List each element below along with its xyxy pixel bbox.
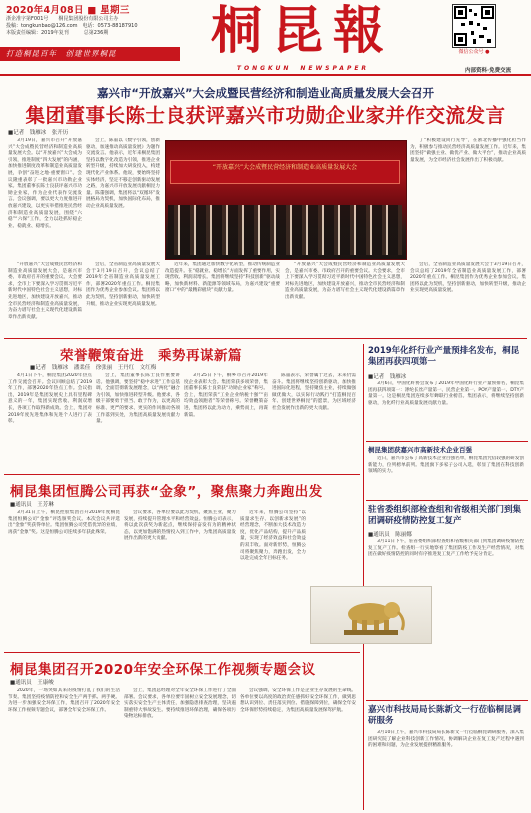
- story4-column: 会上，集团总经理对全年安全环保工作进行了全面部署。会议要求，各单位要牢固树立安全发展理念，切实落实安全生产主体责任，加强隐患排查治理，坚决遏制重特大事故发生。要持续推进环保治理，确保各项污染物达标排放。: [124, 688, 236, 720]
- lead-column: “开放嘉兴”大会成暨民营经济和制造业高质量发展大会，是嘉兴市委、市政府召开的重要会议。大会要求，全市上下要深入学习贯彻习近平新时代中国特色社会主义思想，对标先进地区，加快建设开放嘉兴，推动全市民营经济和制造业高质量发展，为奋力谱写社会主义现代化建设新篇章作出新贡献。: [8, 262, 82, 320]
- story3-column: 会议要求，各单位要以此为契机，聚焦主业，聚力发展，持续提升管理水平和经营效益。恒腾公司表示，将以此次获奖为新起点，继续保持奋发有为的精神状态，以更加饱满的热情投入到工作中，为集团高质量发展作出新的更大贡献。: [124, 510, 236, 542]
- lead-subtitle: 嘉兴市“开放嘉兴”大会成暨民营经济和制造业高质量发展大会召开: [96, 86, 435, 100]
- story2-byline: ■记者 钱雁冰 潘柔佳 徐张丽 王丹红 文红梅: [30, 365, 157, 371]
- lead-column: 近年来，集团通过加快数字化转型，推动传统制造业改造提升。在“稳就业、稳增长”方面发挥了重要作用，实现营收、利润双增长。集团将继续坚持“科技创新”驱动战略，加快新材料、新能源等领域布局，为嘉兴建设“重要窗口”中的“最精彩板块”贡献力量。: [165, 262, 280, 294]
- qr-caption: 微信公众号 ●: [458, 49, 490, 55]
- section-divider: [4, 652, 360, 653]
- brief3-headline: 驻省委组织部检查组和省级相关部门到集团调研疫情防控复工复产: [368, 505, 522, 526]
- qr-code-icon[interactable]: [452, 4, 496, 48]
- brief3-body: 3月11日下午，驻省委组织部检查组和省级相关部门到集团调研疫情防控复工复产工作。检查组一行实地察看了集团防疫工作及生产经营情况，对集团在做好疫情防控的同时有序推进复工复产工作给予充分肯定。: [368, 539, 524, 558]
- lead-column: 会后，全省制造业高质量发展大会于3月19日召开，会议总结了2019年全省制造业高质量发展工作，部署2020年重点工作。桐昆集团作为优秀企业参加会议。集团将以此为契机，坚持创新驱动，加快转型升级，推动企业实现更高质量发展。: [86, 262, 160, 307]
- page-caption: 内部资料·免费交流: [465, 68, 512, 74]
- issue-date: 2020年4月08日 ■ 星期三: [6, 5, 130, 16]
- lead-column: 会上，陈董以《数字引领，创新驱动，加速推动高质量发展》为题作交流发言。他表示，近年来桐昆集团坚持以数字化改造为引领，推进企业转型升级，持续加大研发投入，构建现代化产业体系。他说，要始终坚持实体经济，坚定不移走创新驱动发展之路，为嘉兴市开放发展贡献桐昆力量。陈董强调，集团将以“双循环”发展格局为契机，加快国际化布局，推动企业高质量发展。: [86, 138, 160, 209]
- story2-column: 会上，集团董事长陈士良作重要讲话。他强调，要坚持“稳中求进”工作总基调，全面贯彻新发展理念，以“两化”融合为引领，加快推进转型升级。他要求，各级干部要勇于担当、敢于作为，以更高的标准、更严的要求、更实的作风推动各项工作落到实处，为集团高质量发展贡献力量。: [96, 373, 180, 425]
- section-divider: [366, 500, 528, 501]
- brief1-body: 3月6日，中国化纤协会发布了2019年中国化纤行业产量预排名，桐昆集团再获四项第一：涤纶长丝产量第一、民营企业第一、POY产量第一、DTY产量第一。这是桐昆集团连续多年蝉联行业榜首。集团表示，将继续坚持创新驱动，为化纤行业高质量发展贡献力量。: [368, 381, 524, 406]
- lead-photo-banner: “开放嘉兴”大会成暨民营经济和制造业高质量发展大会: [170, 160, 400, 184]
- section-divider: [366, 441, 528, 442]
- story3-column: 3月31日上午，桐昆控股集团召开2019年度桐昆集团恒腾公司“金象”评选颁奖会议。本次会议共评选出“金象”奖获得单位。集团恒腾公司凭借优异的业绩，再获“金象”奖。这是恒腾公司连续多年获此殊荣。: [8, 510, 120, 535]
- brief3-byline: ■通讯员 陈丽娜: [368, 532, 412, 538]
- column-divider: [363, 344, 364, 810]
- section-divider: [4, 338, 527, 339]
- section-divider: [366, 700, 528, 701]
- story2-column: 4月1日下午，桐昆集团2020年热点工作交流会召开。会议回顾总结了2019年工作，部署2020年热点工作。会议指出，2019年是集团发展史上具有里程碑意义的一年，集团实现营收、利润双增长，各项工作取得新成效。会上，集团对2019年度先进集体和先进个人进行了表彰。: [8, 373, 92, 425]
- header-rule: [0, 74, 531, 76]
- story4-byline: ■通讯员 王康峻: [10, 680, 54, 686]
- publication-info-line: 浙企准字第F001号 桐昆集团股份有限公司主办: [6, 16, 119, 22]
- story3-title: 桐昆集团恒腾公司再获“金象”，聚焦聚力奔跑出发: [10, 484, 323, 500]
- masthead-english: TONGKUN NEWSPAPER: [236, 65, 370, 72]
- brief4-headline: 嘉兴市科技局局长陈新文一行莅临桐昆调研服务: [368, 705, 522, 726]
- lead-column: 会后，全省制造业高质量发展大会于3月19日召开，会议总结了2019年全省制造业高质量发展工作，部署2020年重点工作。桐昆集团作为优秀企业参加会议。集团将以此为契机，坚持创新驱动，加快转型升级，推动企业实现更高质量发展。: [410, 262, 526, 294]
- story2-column: 陈董表示，荣誉属于过去，未来仍需奋斗。集团将继续坚持创新驱动，加快推进国际化进程，坚持聚焦主业，持续做强做优做大，以实际行动践行“打造桐昆百年、创建世界桐昆”的愿景，为区域经济社会发展作出新的更大贡献。: [272, 373, 356, 411]
- lead-headline: 集团董事长陈士良获评嘉兴市功勋企业家并作交流发言: [25, 104, 506, 127]
- slogan: 打造桐昆百年 创建世界桐昆: [6, 49, 117, 58]
- section-divider: [4, 474, 360, 475]
- masthead: 桐昆報: [210, 1, 394, 61]
- story3-byline: ■通讯员 王芳琳: [10, 502, 54, 508]
- story2-column: 3月25日下午，桐乡市召开2019年度企业表彰大会。集团荣获多项荣誉，集团董事长陈士良荣获“功勋企业家”称号。会上，集团荣获“工业企业纳税十强”“亩均效益领跑者”等荣誉称号。荣誉鞭策奋进，集团将以此为动力，乘势而上，再谋新篇。: [184, 373, 268, 418]
- story2-title: 荣誉鞭策奋进 乘势再谋新篇: [60, 348, 242, 364]
- story4-title: 桐昆集团召开2020年安全环保工作视频专题会议: [10, 662, 316, 678]
- brief1-headline: 2019年化纤行业产量预排名发布，桐昆集团再获四项第一: [368, 346, 520, 367]
- story4-column: 会议强调，安全环保工作是企业生存发展的生命线。各单位要以高度的政治责任感抓好安全环保工作，做到思想认识到位、责任落实到位、措施保障到位，确保全年安全环保形势持续稳定，为集团高质量发展保驾护航。: [240, 688, 356, 713]
- lead-column: 3月19日，嘉兴市召开“开放嘉兴”大会成暨民营经济和制造业高质量发展大会。以“开放嘉兴”大会成为引领，推进制度“四大发展”的内涵，加快推进制度改革和制造业高质量发展，争创“奋进之地·重要窗口”。会议隆重表彰了一批嘉兴市功勋企业家。集团董事长陈士良获评嘉兴市功勋企业家，作为企业代表作交流发言。会议强调，要以更大力度推进开放嘉兴建设，以更实举措推进民营经济和制造业高质量发展，围绕“六稳”“六保”工作，全力以赴抓好稳企业、稳就业、稳增长。: [8, 138, 82, 229]
- publication-info-line: 投稿：tongkunbao@126.com 电话：0573-88187910: [6, 23, 138, 30]
- story3-column: 近年来，恒腾公司坚持“以质量求生存、以创新求发展”的经营理念，不断加大技术改造力度，优化产品结构，提升产品质量，实现了经济效益和社会效益的双丰收。面对新形势，恒腾公司将聚焦聚力，奔跑出发，全力以赴完成全年目标任务。: [240, 510, 306, 562]
- brief2-body: 近日，嘉兴市公布了高新技术企业百强名单，桐昆集团凭借较强的研发创新能力，位列榜单前列。集团旗下多家子公司入选，彰显了集团在科技创新领域的实力。: [368, 456, 524, 475]
- publication-info: [6, 16, 184, 38]
- lead-photo-people: [168, 205, 402, 255]
- brief1-byline: ■记者 钱雁冰: [368, 374, 407, 380]
- brief4-body: 3月10日上午，嘉兴市科技局局长陈新文一行莅临桐昆调研服务，深入集团研究院了解企业科技创新工作情况，协调解决企业在复工复产过程中遇到的困难和问题，为企业发展提供精准服务。: [368, 730, 524, 749]
- brief2-headline: 桐昆集团获嘉兴市高新技术企业百强: [368, 446, 472, 454]
- lead-column: 了“积极建设同行先导”，在浙北传播中强化担当作为，积极参与推动民营经济高质量发展工作。近年来，集团坚持“做强主业、做优产业、做大平台”，推动企业高质量发展，为全市经济社会发展作出了积极贡献。: [410, 138, 526, 163]
- lead-column: “开放嘉兴”大会成暨民营经济和制造业高质量发展大会，是嘉兴市委、市政府召开的重要会议。大会要求，全市上下要深入学习贯彻习近平新时代中国特色社会主义思想，对标先进地区，加快建设开放嘉兴，推动全市民营经济和制造业高质量发展，为奋力谱写社会主义现代化建设新篇章作出新贡献。: [285, 262, 405, 300]
- story4-column: 2020年，一场突如其来的疫情打乱了我们的生活节奏。集团坚持疫情防控和安全生产两手抓、两手硬。为进一步加强安全环保工作，集团召开了2020年安全环保工作视频专题会议，部署全年安全环保工作。: [8, 688, 120, 713]
- lead-byline: ■记者 钱雁冰 张开历: [8, 130, 69, 136]
- publication-info-line: 本版责任编辑：2019年复刊 总第236期: [6, 30, 109, 37]
